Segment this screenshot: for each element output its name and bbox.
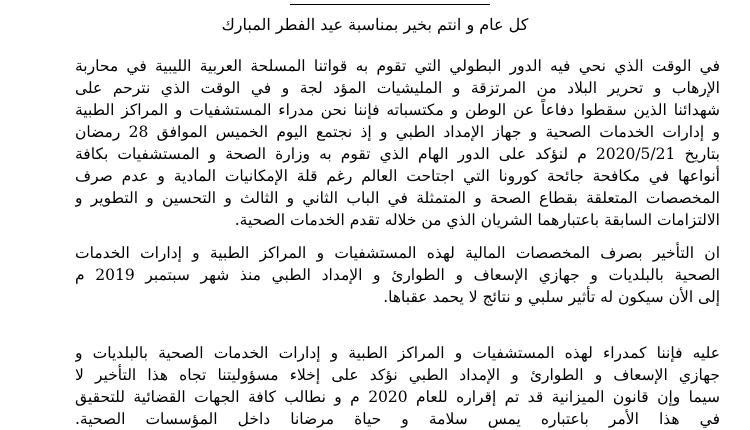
paragraph-line: في هذا الأمر باعتباره يمس سلامة و حياة مرضانا داخل المؤسسات الصحية. (75, 410, 720, 428)
greeting-line: كل عام و انتم بخير بمناسبة عيد الفطر المبارك (221, 15, 529, 34)
paragraph-line: شهدائنا الذين سقطوا دفاعاً عن الوطن و مكتسباته فإننا نحن مدراء المستشفيات و المراكز الطبية (75, 101, 720, 119)
paragraph-2 (75, 242, 720, 308)
paragraph-line: ان التأخير بصرف المخصصات المالية لهذه المستشفيات و المراكز الطبية و إدارات الخدمات (75, 244, 720, 262)
paragraph-line: الإرهاب و تحرير البلاد من المرتزقة و المليشيات المؤد لجة و في الوقت الذي نترحم على (75, 79, 720, 97)
paragraph-line: إلى الأن سيكون له تأثير سلبي و نتائج لا يحمد عقباها. (383, 288, 720, 306)
top-edge-rule (290, 0, 490, 5)
paragraph-line: عليه فإننا كمدراء لهذه المستشفيات و المراكز الطبية و إدارات الخدمات الصحية بالبلديات و (75, 344, 720, 362)
paragraph-line: الالتزامات السابقة باعتبارهما الشريان الذي من خلاله تقدم الخدمات الصحية. (234, 211, 720, 229)
paragraph-3 (75, 342, 720, 430)
paragraph-1 (75, 55, 720, 231)
paragraph-line: سيما وإن قانون الميزانية قد تم إقراره للعام 2020 م و نطالب كافة الجهات القضائية للتحقيق (75, 388, 720, 406)
paragraph-line: أنواعها في مكافحة جائحة كورونا التي اجتاحت العالم رغم قلة الإمكانيات المادية و عدم صرف (75, 167, 720, 185)
paragraph-line: و إدارات الخدمات الصحية و جهاز الإمداد الطبي و إذ نجتمع اليوم الخميس الموافق 28 رمضان (75, 123, 720, 141)
paragraph-line: جهازي الإسعاف و الطوارئ و الإمداد الطبي نؤكد على إخلاء مسؤوليتنا تجاه هذا التأخير لا (75, 366, 720, 384)
paragraph-line: بتاريخ 2020/5/21 م لنؤكد على الدور الهام الذي تقوم به وزارة الصحة و المستشفيات بكافة (75, 145, 720, 163)
paragraph-line: المخصصات المتعلقة بقطاع الصحة و المتمثلة في الباب الثاني و الثالث و التحسين و التطوير و (75, 189, 720, 207)
paragraph-line: الصحية بالبلديات و جهازي الإسعاف و الطوارئ و الإمداد الطبي منذ شهر سبتمبر 2019 م (75, 266, 720, 284)
paragraph-line: في الوقت الذي نحي فيه الدور البطولي التي تقوم به قواتنا المسلحة العربية الليبية في محاربة (75, 57, 720, 75)
